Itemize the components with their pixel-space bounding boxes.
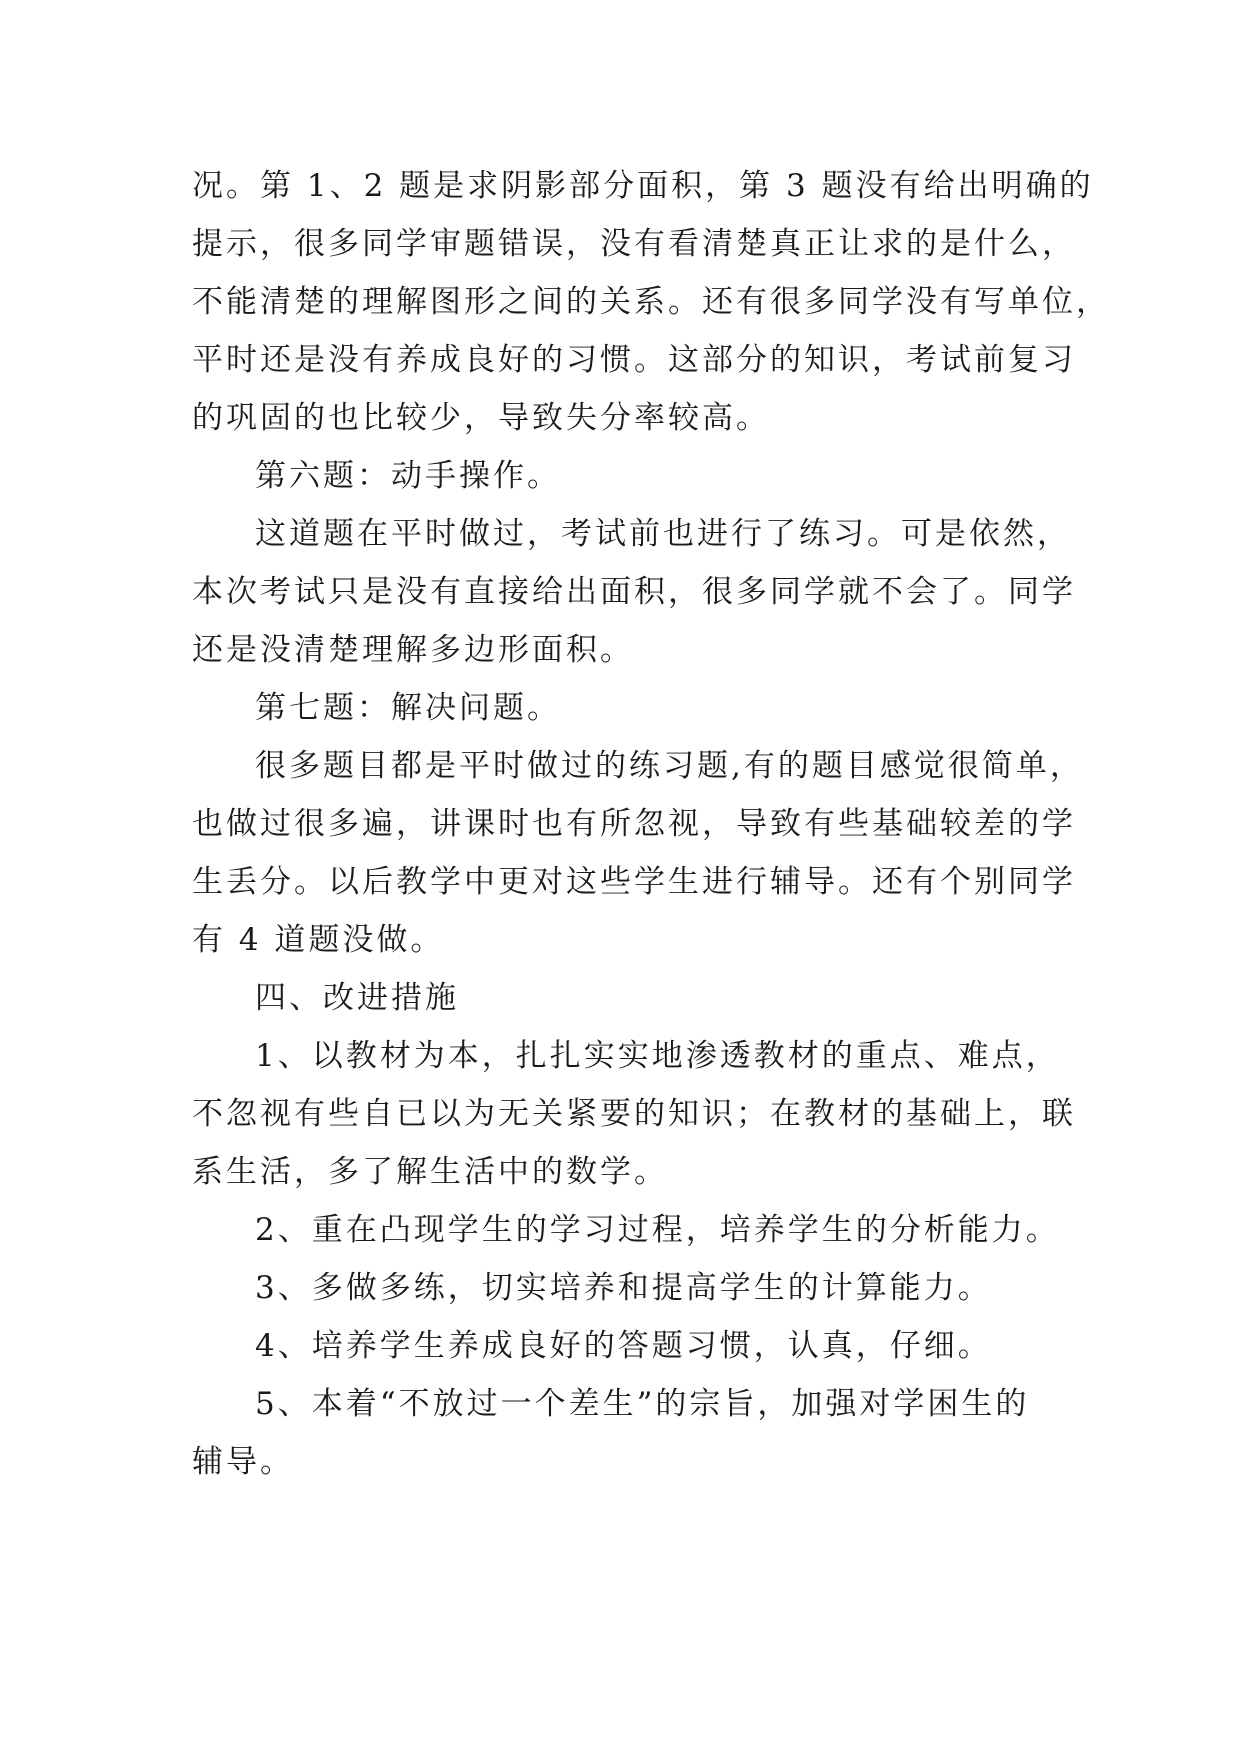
paragraph-line: 这道题在平时做过，考试前也进行了练习。可是依然，	[255, 516, 1071, 552]
paragraph-line: 系生活，多了解生活中的数学。	[192, 1154, 668, 1190]
list-item: 2、重在凸现学生的学习过程，培养学生的分析能力。	[255, 1212, 1060, 1248]
list-item: 5、本着“不放过一个差生”的宗旨，加强对学困生的	[255, 1386, 1030, 1422]
paragraph-line: 提示，很多同学审题错误，没有看清楚真正让求的是什么，	[192, 226, 1076, 262]
paragraph-line: 也做过很多遍，讲课时也有所忽视，导致有些基础较差的学	[192, 806, 1076, 842]
list-item: 1、以教材为本，扎扎实实地渗透教材的重点、难点，	[255, 1038, 1060, 1074]
paragraph-line: 还是没清楚理解多边形面积。	[192, 632, 634, 668]
paragraph-line: 辅导。	[192, 1444, 294, 1480]
paragraph-line: 况。第 1、2 题是求阴影部分面积，第 3 题没有给出明确的	[192, 168, 1094, 204]
section-heading: 第六题：动手操作。	[255, 458, 561, 494]
section-heading: 第七题：解决问题。	[255, 690, 561, 726]
list-item: 3、多做多练，切实培养和提高学生的计算能力。	[255, 1270, 992, 1306]
paragraph-line: 生丢分。以后教学中更对这些学生进行辅导。还有个别同学	[192, 864, 1076, 900]
paragraph-line: 本次考试只是没有直接给出面积，很多同学就不会了。同学	[192, 574, 1076, 610]
paragraph-line: 很多题目都是平时做过的练习题,有的题目感觉很简单，	[255, 748, 1084, 784]
paragraph-line: 有 4 道题没做。	[192, 922, 445, 958]
section-heading: 四、改进措施	[255, 980, 459, 1016]
paragraph-line: 不能清楚的理解图形之间的关系。还有很多同学没有写单位，	[192, 284, 1110, 320]
paragraph-line: 不忽视有些自已以为无关紧要的知识；在教材的基础上，联	[192, 1096, 1076, 1132]
paragraph-line: 平时还是没有养成良好的习惯。这部分的知识，考试前复习	[192, 342, 1076, 378]
list-item: 4、培养学生养成良好的答题习惯，认真，仔细。	[255, 1328, 992, 1364]
paragraph-line: 的巩固的也比较少，导致失分率较高。	[192, 400, 770, 436]
